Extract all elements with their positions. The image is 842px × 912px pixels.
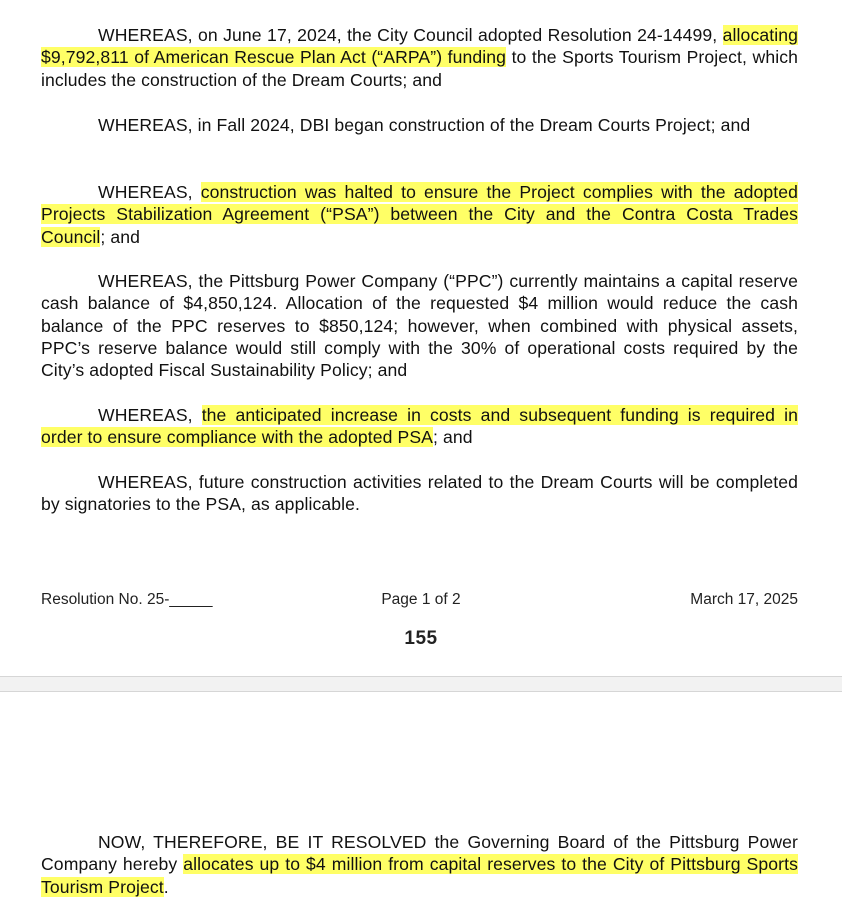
body-text: WHEREAS, — [98, 405, 202, 425]
page-separator — [0, 676, 842, 692]
document-page-2 — [0, 692, 842, 912]
body-text: . — [163, 876, 169, 897]
footer-resolution-number: Resolution No. 25-_____ — [41, 591, 213, 608]
body-text: WHEREAS, — [98, 182, 201, 202]
body-text: WHEREAS, in Fall 2024, DBI began construction of the Dream Courts Project; and — [98, 115, 751, 135]
footer-page-indicator: Page 1 of 2 — [381, 591, 461, 608]
highlighted-text: allocating $9,792,811 of American Rescue Plan Act (“ARPA”) funding — [41, 25, 798, 68]
whereas-paragraph-ppc-reserves — [41, 270, 798, 381]
body-text: NOW, THEREFORE, BE IT RESOLVED the Governing Board of the Pittsburg Power Company hereby — [41, 832, 798, 875]
footer-date: March 17, 2025 — [690, 591, 798, 608]
body-text: WHEREAS, on June 17, 2024, the City Council adopted Resolution 24-14499, — [98, 25, 723, 45]
whereas-paragraph-construction-halted — [41, 181, 798, 248]
body-text: WHEREAS, the Pittsburg Power Company (“PPC”) currently maintains a capital reserve cash balance of $4,850,124. Allocation of the requested $4 million would reduce the cash balance of the PPC reserves to $850,124; however, when combined with physical assets, PPC’s reserve balance would still comply with the 30% of operational costs required by the City’s adopted Fiscal Sustainability Policy; and — [41, 271, 798, 381]
page-number: 155 — [404, 628, 438, 649]
body-text: ; and — [433, 427, 473, 448]
resolved-paragraph — [41, 831, 798, 898]
highlighted-text: construction was halted to ensure the Project complies with the adopted Projects Stabilization Agreement (“PSA”) between the City and the Contra Costa Trades Council — [41, 182, 798, 247]
whereas-paragraph-construction-start — [41, 114, 798, 136]
body-text: WHEREAS, future construction activities related to the Dream Courts will be completed by signatories to the PSA, as applicable. — [41, 472, 798, 515]
highlighted-text: the anticipated increase in costs and subsequent funding is required in order to ensure compliance with the adopted PSA — [41, 405, 798, 448]
whereas-paragraph-future-construction — [41, 471, 798, 516]
whereas-paragraph-resolution — [41, 24, 798, 91]
body-text: ; and — [100, 226, 141, 247]
highlighted-text: allocates up to $4 million from capital reserves to the City of Pittsburg Sports Tourism Project — [41, 854, 798, 897]
body-text: to the Sports Tourism Project, which includes the construction of the Dream Courts; and — [41, 47, 798, 90]
whereas-paragraph-cost-increase — [41, 404, 798, 449]
